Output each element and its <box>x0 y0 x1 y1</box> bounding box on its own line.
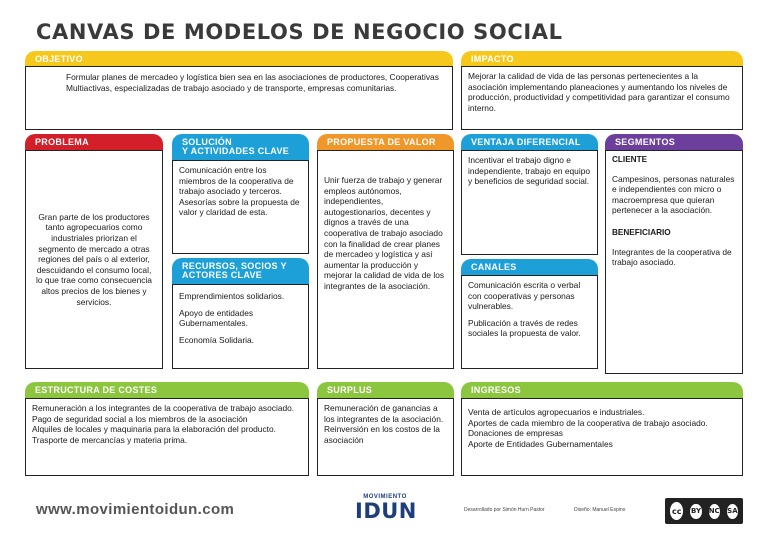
problema-block <box>25 134 163 369</box>
costes-box <box>25 398 309 476</box>
beneficiario-label: BENEFICIARIO <box>612 227 671 237</box>
propuesta-header: PROPUESTA DE VALOR <box>317 134 454 152</box>
problema-box <box>25 150 163 369</box>
beneficiario-text: Integrantes de la cooperativa de trabajo asociado. <box>612 246 732 268</box>
solucion-header <box>172 134 309 160</box>
solucion-p2: Asesorías sobre la propuesta de valor y claridad de esta. <box>179 196 300 218</box>
page-title: CANVAS DE MODELOS DE NEGOCIO SOCIAL <box>36 20 563 44</box>
logo-top-text: MOVIMIENTO <box>363 494 407 500</box>
credit-developer: Desarrollado por Simón Hurn Pastor <box>464 507 545 513</box>
impacto-box <box>461 66 743 130</box>
cc-sa-icon: SA <box>725 502 740 521</box>
ingresos-header: INGRESOS <box>461 382 743 400</box>
recursos-p1: Emprendimientos solidarios. <box>179 291 285 301</box>
problema-header: PROBLEMA <box>25 134 163 152</box>
objetivo-text: Formular planes de mercadeo y logística bien sea en las asociaciones de productores, Cooperativas Multiactivas, especializadas de trabajo asociado y de transporte, empresas comunitarias. <box>66 72 439 93</box>
costes-line4: Trasporte de mercancías y materia prima. <box>32 434 188 445</box>
cc-nc-icon: NC <box>707 502 722 521</box>
surplus-block <box>317 382 454 476</box>
costes-header: ESTRUCTURA DE COSTES <box>25 382 309 400</box>
idun-logo <box>355 494 415 524</box>
surplus-line2: Reinversión en los costos de la asociación <box>324 424 440 445</box>
solucion-block <box>172 134 309 254</box>
ingresos-box <box>461 398 743 476</box>
surplus-line1: Remuneración de ganancias a los integrantes de la asociación. <box>324 403 444 424</box>
solucion-header-line1: SOLUCIÓN <box>182 137 232 147</box>
ventaja-header: VENTAJA DIFERENCIAL <box>461 134 598 152</box>
canales-p2: Publicación a través de redes sociales la propuesta de valor. <box>468 317 581 339</box>
solucion-p1: Comunicación entre los miembros de la cooperativa de trabajo asociado y terceros. <box>179 165 294 197</box>
recursos-header-line1: RECURSOS, SOCIOS Y <box>182 261 287 271</box>
canales-p1: Comunicación escrita o verbal con cooperativas y personas vulnerables. <box>468 280 581 312</box>
surplus-box <box>317 398 454 476</box>
cc-license-badge[interactable] <box>665 498 743 524</box>
segmentos-block <box>605 134 743 374</box>
solucion-header-line2: Y ACTIVIDADES CLAVE <box>182 146 290 156</box>
canales-header: CANALES <box>461 259 598 277</box>
canales-block <box>461 259 598 369</box>
ventaja-box <box>461 150 598 255</box>
recursos-p2: Apoyo de entidades Gubernamentales. <box>179 307 254 329</box>
ingresos-line3: Donaciones de empresas <box>468 428 563 439</box>
costes-line2: Pago de seguridad social a los miembros de la asociación <box>32 413 248 424</box>
recursos-header-line2: ACTORES CLAVE <box>182 270 263 280</box>
impacto-text: Mejorar la calidad de vida de las personas pertenecientes a la asociación implementando planeaciones y aumentando los niveles de producción, productividad y competitividad para garantizar el consumo interno. <box>468 71 730 113</box>
impacto-header: IMPACTO <box>461 51 743 69</box>
cliente-text: Campesinos, personas naturales e independientes con micro o macroempresa que quieran pertenecer a la asociación. <box>612 173 735 216</box>
costes-block <box>25 382 309 476</box>
recursos-p3: Economía Solidaria. <box>179 334 254 345</box>
objetivo-block <box>25 51 453 130</box>
ingresos-block <box>461 382 743 476</box>
ingresos-line1: Venta de artículos agropecuarios e industriales. <box>468 407 645 417</box>
cliente-label: CLIENTE <box>612 155 648 164</box>
recursos-block <box>172 258 309 369</box>
objetivo-header: OBJETIVO <box>25 51 453 69</box>
segmentos-header: SEGMENTOS <box>605 134 743 152</box>
ingresos-line2: Aportes de cada miembro de la cooperativa de trabajo asociado. <box>468 417 708 428</box>
solucion-box <box>172 160 309 254</box>
surplus-header: SURPLUS <box>317 382 454 400</box>
impacto-block <box>461 51 743 130</box>
propuesta-box <box>317 150 454 369</box>
footer-url-link[interactable]: www.movimientoidun.com <box>36 501 235 518</box>
ventaja-block <box>461 134 598 255</box>
problema-text: Gran parte de los productores tanto agropecuarios como industriales priorizan el segmento de mercado a otras regiones del país o al exterior, descuidando el consumo local, lo que trae como consecuencia altos precios de los bienes y servicios. <box>36 211 152 307</box>
recursos-header <box>172 258 309 284</box>
cc-by-icon: BY <box>688 502 703 521</box>
canales-box <box>461 275 598 369</box>
propuesta-block <box>317 134 454 369</box>
propuesta-text: Unir fuerza de trabajo y generar empleos autónomos, independientes, autogestionarios, decentes y dignos a través de una cooperativa de trabajo asociado con la finalidad de crear planes de mercadeo y logística y así aumentar la producción y mejorar la calidad de vida de los integrantes de la asociación. <box>324 175 445 291</box>
segmentos-box <box>605 150 743 374</box>
recursos-box <box>172 284 309 369</box>
objetivo-box <box>25 66 453 130</box>
costes-line1: Remuneración a los integrantes de la cooperativa de trabajo asociado. <box>32 403 295 413</box>
cc-icon: cc <box>668 500 685 522</box>
ingresos-line4: Aporte de Entidades Gubernamentales <box>468 438 613 449</box>
logo-main-text: IDUN <box>355 499 417 523</box>
credit-design: Diseño: Manuel Espino <box>574 507 626 513</box>
costes-line3: Alquiles de locales y maquinaria para la elaboración del producto. <box>32 424 276 435</box>
ventaja-text: Incentivar el trabajo digno e independiente, trabajo en equipo y beneficios de seguridad social. <box>468 155 591 187</box>
